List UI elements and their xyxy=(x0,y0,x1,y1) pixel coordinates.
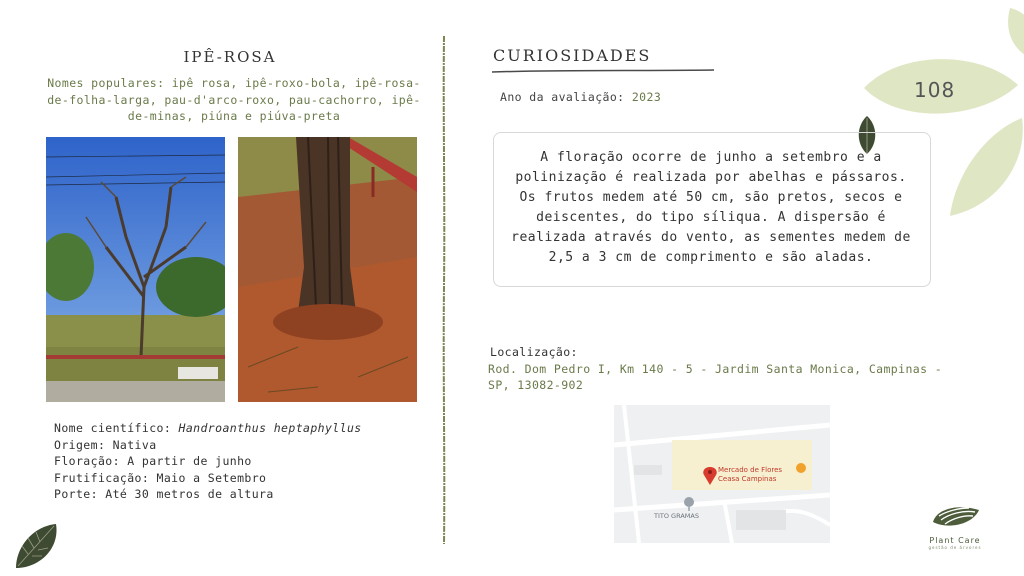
origin: Origem: Nativa xyxy=(54,437,157,452)
map-place-label xyxy=(718,466,782,484)
section-title: CURIOSIDADES xyxy=(493,46,652,65)
popular-names: Nomes populares: ipê rosa, ipê-roxo-bola, ipê-rosa-de-folha-larga, pau-d'arco-roxo, pau-cachorro, ipê-de-minas, piúna e piúva-preta xyxy=(47,76,421,123)
location-address: Rod. Dom Pedro I, Km 140 - 5 - Jardim Santa Monica, Campinas - SP, 13082-902 xyxy=(488,362,943,392)
leaf-icon xyxy=(12,520,60,572)
year-value: 2023 xyxy=(631,90,662,104)
map-place-line2: Ceasa Campinas xyxy=(718,475,777,483)
brand-logo xyxy=(920,502,990,550)
tree-photo xyxy=(46,137,225,402)
brand-name: Plant Care xyxy=(929,536,981,545)
map-place-line1: Mercado de Flores xyxy=(718,466,783,474)
curiosity-text: A floração ocorre de junho a setembro e a polinização é realizada por abelhas e pássaros. Os frutos medem até 50 cm, são pretos, secos e deiscentes, do tipo síliqua. A dispersão é realizada através do vento, as sementes medem de 2,5 a 3 cm de comprimento e são aladas. xyxy=(511,150,911,265)
facts-list xyxy=(54,420,362,503)
map-poi-label: TITO GRAMAS xyxy=(654,512,699,520)
location-label: Localização: xyxy=(490,345,578,359)
page-number: 108 xyxy=(914,78,956,102)
divider xyxy=(440,36,448,544)
trunk-photo xyxy=(238,137,417,402)
scientific-label: Nome científico: xyxy=(54,421,172,435)
title-underline xyxy=(492,68,714,74)
size: Porte: Até 30 metros de altura xyxy=(54,487,274,501)
evaluation-year xyxy=(500,90,661,104)
flowering: Floração: A partir de junho xyxy=(54,454,252,468)
scientific-value: Handroanthus heptaphyllus xyxy=(178,421,362,435)
location-map[interactable] xyxy=(614,405,830,543)
fruiting: Frutificação: Maio a Setembro xyxy=(54,470,267,485)
brand-tagline: gestão de árvores xyxy=(928,545,982,550)
scientific-name xyxy=(54,420,362,437)
species-title: IPÊ-ROSA xyxy=(183,48,277,66)
brand-leaf-icon xyxy=(929,502,981,530)
year-label: Ano da avaliação: xyxy=(500,90,625,104)
